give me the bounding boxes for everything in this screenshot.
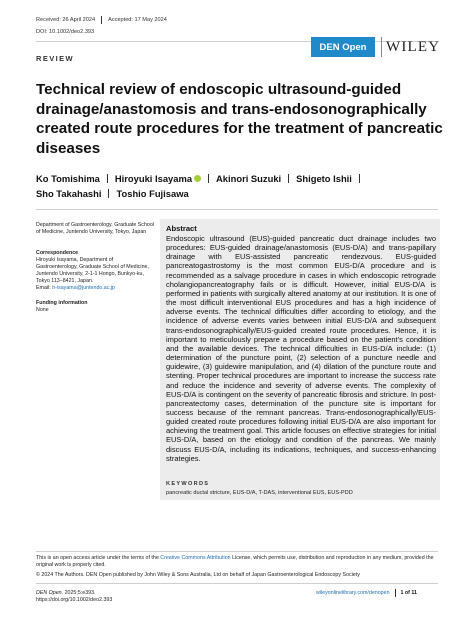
orcid-icon[interactable] [194, 175, 201, 182]
funding-label: Funding information [36, 300, 88, 306]
article-doi[interactable]: DOI: 10.1002/deo2.393 [36, 29, 95, 35]
authors-divider [36, 209, 438, 210]
page-separator [395, 589, 396, 597]
citation-doi-link[interactable]: https://doi.org/10.1002/deo2.393 [36, 597, 113, 604]
footer-divider [36, 551, 438, 552]
article-dates [36, 16, 167, 24]
author-list [36, 171, 446, 201]
correspondence-label: Correspondence [36, 250, 79, 256]
journal-logo[interactable]: DEN Open [311, 37, 375, 57]
citation [36, 590, 112, 605]
author-separator [108, 189, 109, 198]
keywords-text: pancreatic ductal stricture, EUS-D/A, T-DAS, interventional EUS, EUS-PDD [166, 490, 353, 496]
footer-bottom-divider [36, 583, 438, 584]
author-separator [208, 174, 209, 183]
section-label: REVIEW [36, 54, 74, 63]
license-prefix: This is an open access article under the terms of the [36, 555, 159, 561]
affiliation: Department of Gastroenterology, Graduate School of Medicine, Juntendo University, Tokyo, Japan [36, 222, 154, 236]
abstract-text: Endoscopic ultrasound (EUS)-guided pancreatic duct drainage includes two procedures: EUS-guided drainage/anastomosis (EUS-D/A) and trans-papillary drainage with EUS-assisted pancreatic rendezvous. EUS-guided pancreatogastrostomy is the most common EUS-D/A procedure and is recommended as a salvage procedure in cases in which endoscopic retrograde cholangiopancreatography fails or is difficult. However, initial EUS-D/A is performed in patients with surgically altered anatomy at our institution. It is one of the most difficult interventional EUS procedures and has a high incidence of adverse events. The technical difficulties differ according to etiology, and the incidence of adverse events varies between initial EUS-D/A and subsequent trans-endosonographically/EUS-guided created route procedures. Hence, it is important to meticulously prepare a procedure based on the patient’s condition and the available devices. The technical difficulties in EUS-D/A include: (1) determination of the puncture point, (2) selection of a puncture needle and guidewire, (3) guidewire manipulation, and (4) dilation of the puncture route and stenting. Proper technical procedures are important to increase the success rate and reduce the incidence and severity of adverse events. The complexity of EUS-D/A is contingent on the severity of pancreatic fibrosis and stricture. In post-pancreatectomy cases, determination of the puncture site is important for success because of the remnant pancreas. Trans-endosonographically/EUS-guided created route procedures following initial EUS-D/A are also important for achieving the treatment goal. This article focuses on effective strategies for initial EUS-D/A, based on the etiology and condition of the pancreas. We mainly discuss EUS-D/A, including its indications, techniques, and success-enhancing strategies. [166, 234, 436, 463]
page-number: 1 of 11 [400, 590, 418, 596]
email-link[interactable]: h-isayama@juntendo.ac.jp [52, 285, 115, 292]
correspondence-block [36, 250, 154, 293]
date-separator [101, 16, 102, 24]
author-separator [288, 174, 289, 183]
footer-right [316, 589, 417, 597]
logo-divider [381, 37, 382, 57]
article-title: Technical review of endoscopic ultrasound-guided drainage/anastomosis and trans-endosonographically created route procedures for the treatment of pancreatic diseases [36, 81, 443, 157]
header-divider [36, 41, 438, 42]
author-separator [107, 174, 108, 183]
author-name[interactable]: Akinori Suzuki [216, 173, 282, 184]
accepted-date: Accepted: 17 May 2024 [108, 17, 167, 23]
citation-journal: DEN Open. [36, 590, 64, 596]
copyright-note: © 2024 The Authors. DEN Open published by John Wiley & Sons Australia, Ltd on behalf of Japan Gastroenterological Endoscopy Society [36, 572, 360, 578]
funding-block [36, 300, 154, 314]
correspondence-text: Hiroyuki Isayama, Department of Gastroenterology, Graduate School of Medicine, Juntendo University, 2-1-1 Hongo, Bunkyo-ku, Tokyo 113–8421, Japan. [36, 257, 149, 285]
author-name[interactable]: Sho Takahashi [36, 188, 102, 199]
license-link[interactable]: Creative Commons Attribution [160, 555, 231, 561]
license-suffix: License, which permits use, distribution and reproduction in any medium, provided the original work is properly cited. [36, 555, 434, 569]
author-name[interactable]: Toshio Fujisawa [116, 188, 189, 199]
received-date: Received: 26 April 2024 [36, 17, 96, 23]
author-separator [359, 174, 360, 183]
author-name[interactable]: Hiroyuki Isayama [114, 173, 193, 184]
abstract-heading: Abstract [166, 224, 197, 233]
keywords-heading: KEYWORDS [166, 481, 210, 487]
publisher-logo[interactable]: WILEY [386, 39, 441, 55]
author-name[interactable]: Shigeto Ishii [296, 173, 352, 184]
license-note [36, 555, 438, 570]
email-label: Email: [36, 285, 51, 292]
author-name[interactable]: Ko Tomishima [36, 173, 100, 184]
citation-detail: 2025;5:e393. [64, 590, 96, 596]
journal-site-link[interactable]: wileyonlinelibrary.com/denopen [316, 590, 390, 596]
funding-text: None [36, 307, 49, 314]
